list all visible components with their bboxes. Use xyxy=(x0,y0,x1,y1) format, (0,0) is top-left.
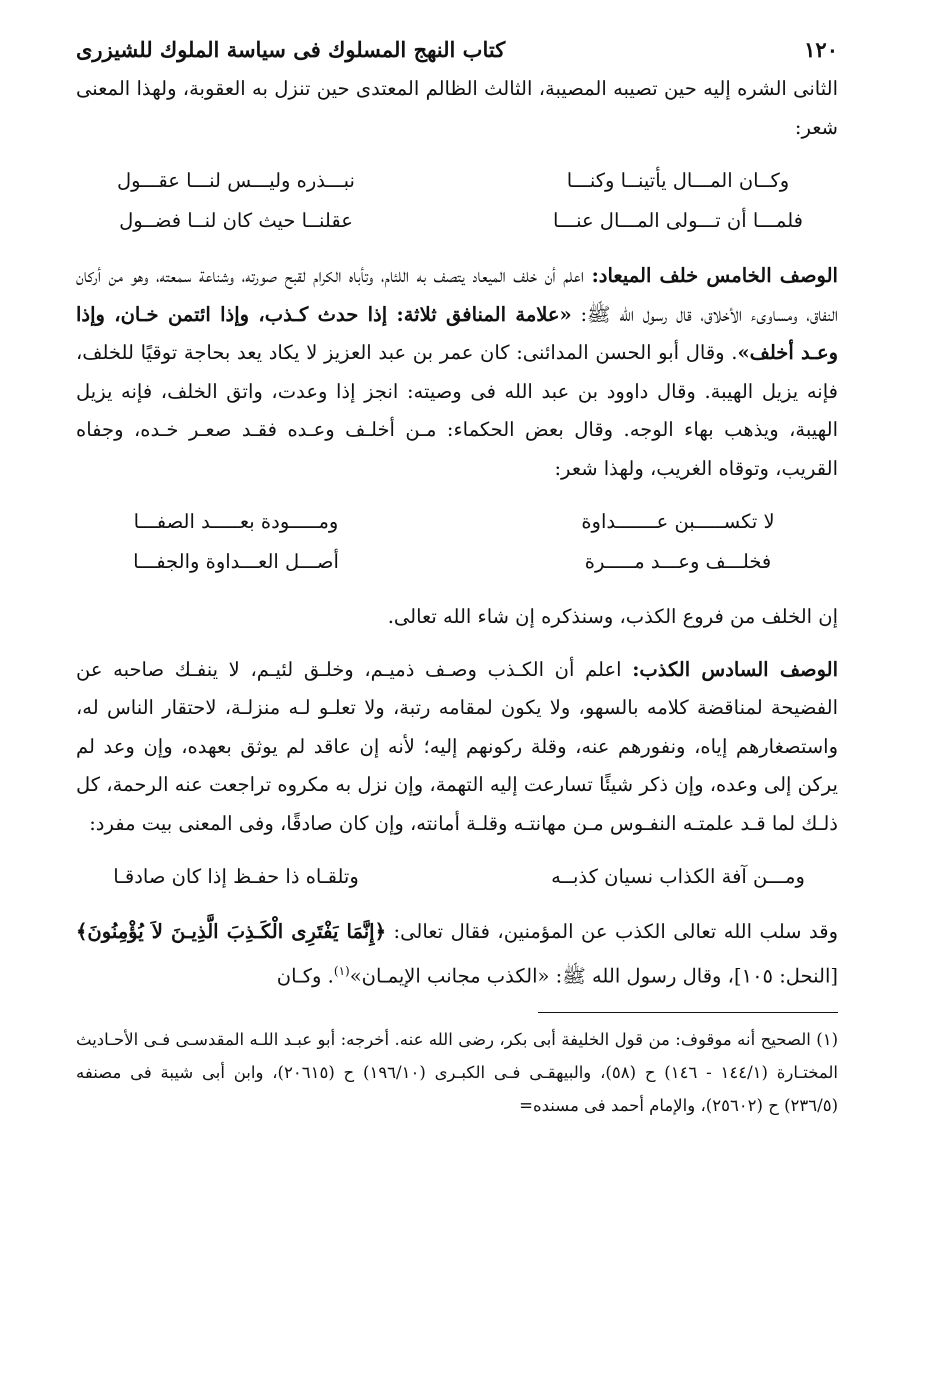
paragraph-text: . وقال أبو الحسن المدائنى: كان عمر بن عبد العزيز لا يكاد يعد بحاجة توقيًا للخلف، فإنه يزيل الهيبة. وقال داوود بن عبد الله فى وصيته: انجز إذا وعدت، واتق الخلف، فإنه يزيل الهيبة، ويذهب بهاء الوجه. وقال بعض الحكماء: مـن أخلـف وعـده فقـد صعـر خـده، وجفاه القريب، وتوقاه الغريب، ولهذا شعر: xyxy=(76,341,838,480)
verse-hemistich: وكــان المـــال يأتينــا وكنـــا xyxy=(566,169,790,192)
quran-verse: ﴿إِنَّمَا يَفْتَرِى الْكَـذِبَ الَّذِيـنَ لاَ يُؤْمِنُونَ﴾ xyxy=(76,920,387,943)
paragraph-2 xyxy=(76,257,838,488)
paragraph-text: . وكـان xyxy=(276,964,334,987)
verse-line xyxy=(76,542,838,582)
verse-3 xyxy=(76,857,838,897)
paragraph-4 xyxy=(76,651,838,844)
verse-line xyxy=(76,857,838,897)
verse-line xyxy=(76,161,838,201)
running-header xyxy=(76,30,838,70)
footnote-1: (١) الصحيح أنه موقوف: من قول الخليفة أبى بكر، رضى الله عنه. أخرجه: أبو عبـد اللـه المقدسـى فـى الأحـاديث المختـارة (١٤٤/١ - ١٤٦) ح (٥٨)، والبيهقـى فـى الكبـرى (١٩٦/١٠) ح (٢٠٦١٥)، وابن أبى شيبة فى مصنفه (٢٣٦/٥) ح (٢٥٦٠٢)، والإمام أحمد فى مسنده= xyxy=(76,1029,839,1115)
verse-hemistich: أصـــل العـــداوة والجفـــا xyxy=(133,550,339,573)
paragraph-text: اعلم أن الكـذب وصـف ذميـم، وخلـق لئيـم، لا ينفـك صاحبه عن الفضيحة لمناقضة كلامه بالسهو، ولا يكون لمقامه رتبة، ولا تعلـو لـه منزلـة، لاحتقار الناس له، واستصغارهم إياه، ونفورهم عنه، وقلة ركونهم إليه؛ لأنه إن عاقد لم يوثق بعهده، وإن وعد لم يركن إلى وعده، وإن ذكر شيئًا تسارعت إليه التهمة، وإن نزل به مكروه تراجعت عنه الرحمة، كل ذلـك لما قـد علمتـه النفـوس مـن مهانتـه وقلـة أمانته، وإن كان صادقًا، وفى المعنى بيت مفرد: xyxy=(76,657,838,835)
verse-hemistich: وتلقـاه ذا حفـظ إذا كان صادقـا xyxy=(113,865,359,888)
verse-hemistich: ومـــن آفة الكذاب نسيان كذبــه xyxy=(551,865,805,888)
paragraph-1: الثانى الشره إليه حين تصيبه المصيبة، الثالث الظالم المعتدى حين تنزل به العقوبة، ولهذا المعنى شعر: xyxy=(76,77,838,139)
verse-hemistich: ومـــــودة بعـــــد الصفـــا xyxy=(133,510,339,533)
verse-hemistich: فلمـــا أن تـــولى المـــال عنـــا xyxy=(553,209,803,232)
paragraph-text: وقد سلب الله تعالى الكذب عن المؤمنين، فقال تعالى: xyxy=(386,920,838,943)
verse-hemistich: عقلنــا حيث كان لنــا فضــول xyxy=(119,209,353,232)
verse-hemistich: لا تكســـــبن عـــــــداوة xyxy=(581,510,775,533)
verse-hemistich: نبـــذره وليـــس لنـــا عقـــول xyxy=(117,169,355,192)
paragraph-3: إن الخلف من فروع الكذب، وسنذكره إن شاء الله تعالى. xyxy=(387,605,838,628)
page-number: ١٢٠ xyxy=(804,37,838,62)
verse-line xyxy=(76,502,838,542)
verse-line xyxy=(76,201,838,241)
footnote-divider xyxy=(538,1012,838,1013)
verse-2 xyxy=(76,502,838,582)
hadith-quote: «علامة المنافق ثلاثة: إذا حدث كـذب، وإذا ائتمن خـان، وإذا وعـد أخلف» xyxy=(76,302,839,364)
section-heading: الوصف السادس الكذب: xyxy=(632,657,839,681)
section-heading: الوصف الخامس خلف الميعاد: xyxy=(591,264,838,287)
book-page xyxy=(76,30,838,1122)
verse-1 xyxy=(76,161,838,241)
footnote-marker[interactable]: (١) xyxy=(333,963,350,978)
running-title: كتاب النهج المسلوك فى سياسة الملوك للشيزرى xyxy=(76,37,506,62)
paragraph-5 xyxy=(76,913,838,996)
paragraph-text: اعلم أن خلف الميعاد يتصف به اللئام، وتأباه الكرام لقبح صورته، وشناعة سمعته، وهو من أركان النفاق، ومساوىء الأخلاق، قال رسول الله ﷺ: xyxy=(76,264,838,326)
paragraph-text: [النحل: ١٠٥]، وقال رسول الله ﷺ: «الكذب مجانب الإيمـان» xyxy=(349,964,838,987)
verse-hemistich: فخلـــف وعـــد مـــــرة xyxy=(584,550,772,573)
